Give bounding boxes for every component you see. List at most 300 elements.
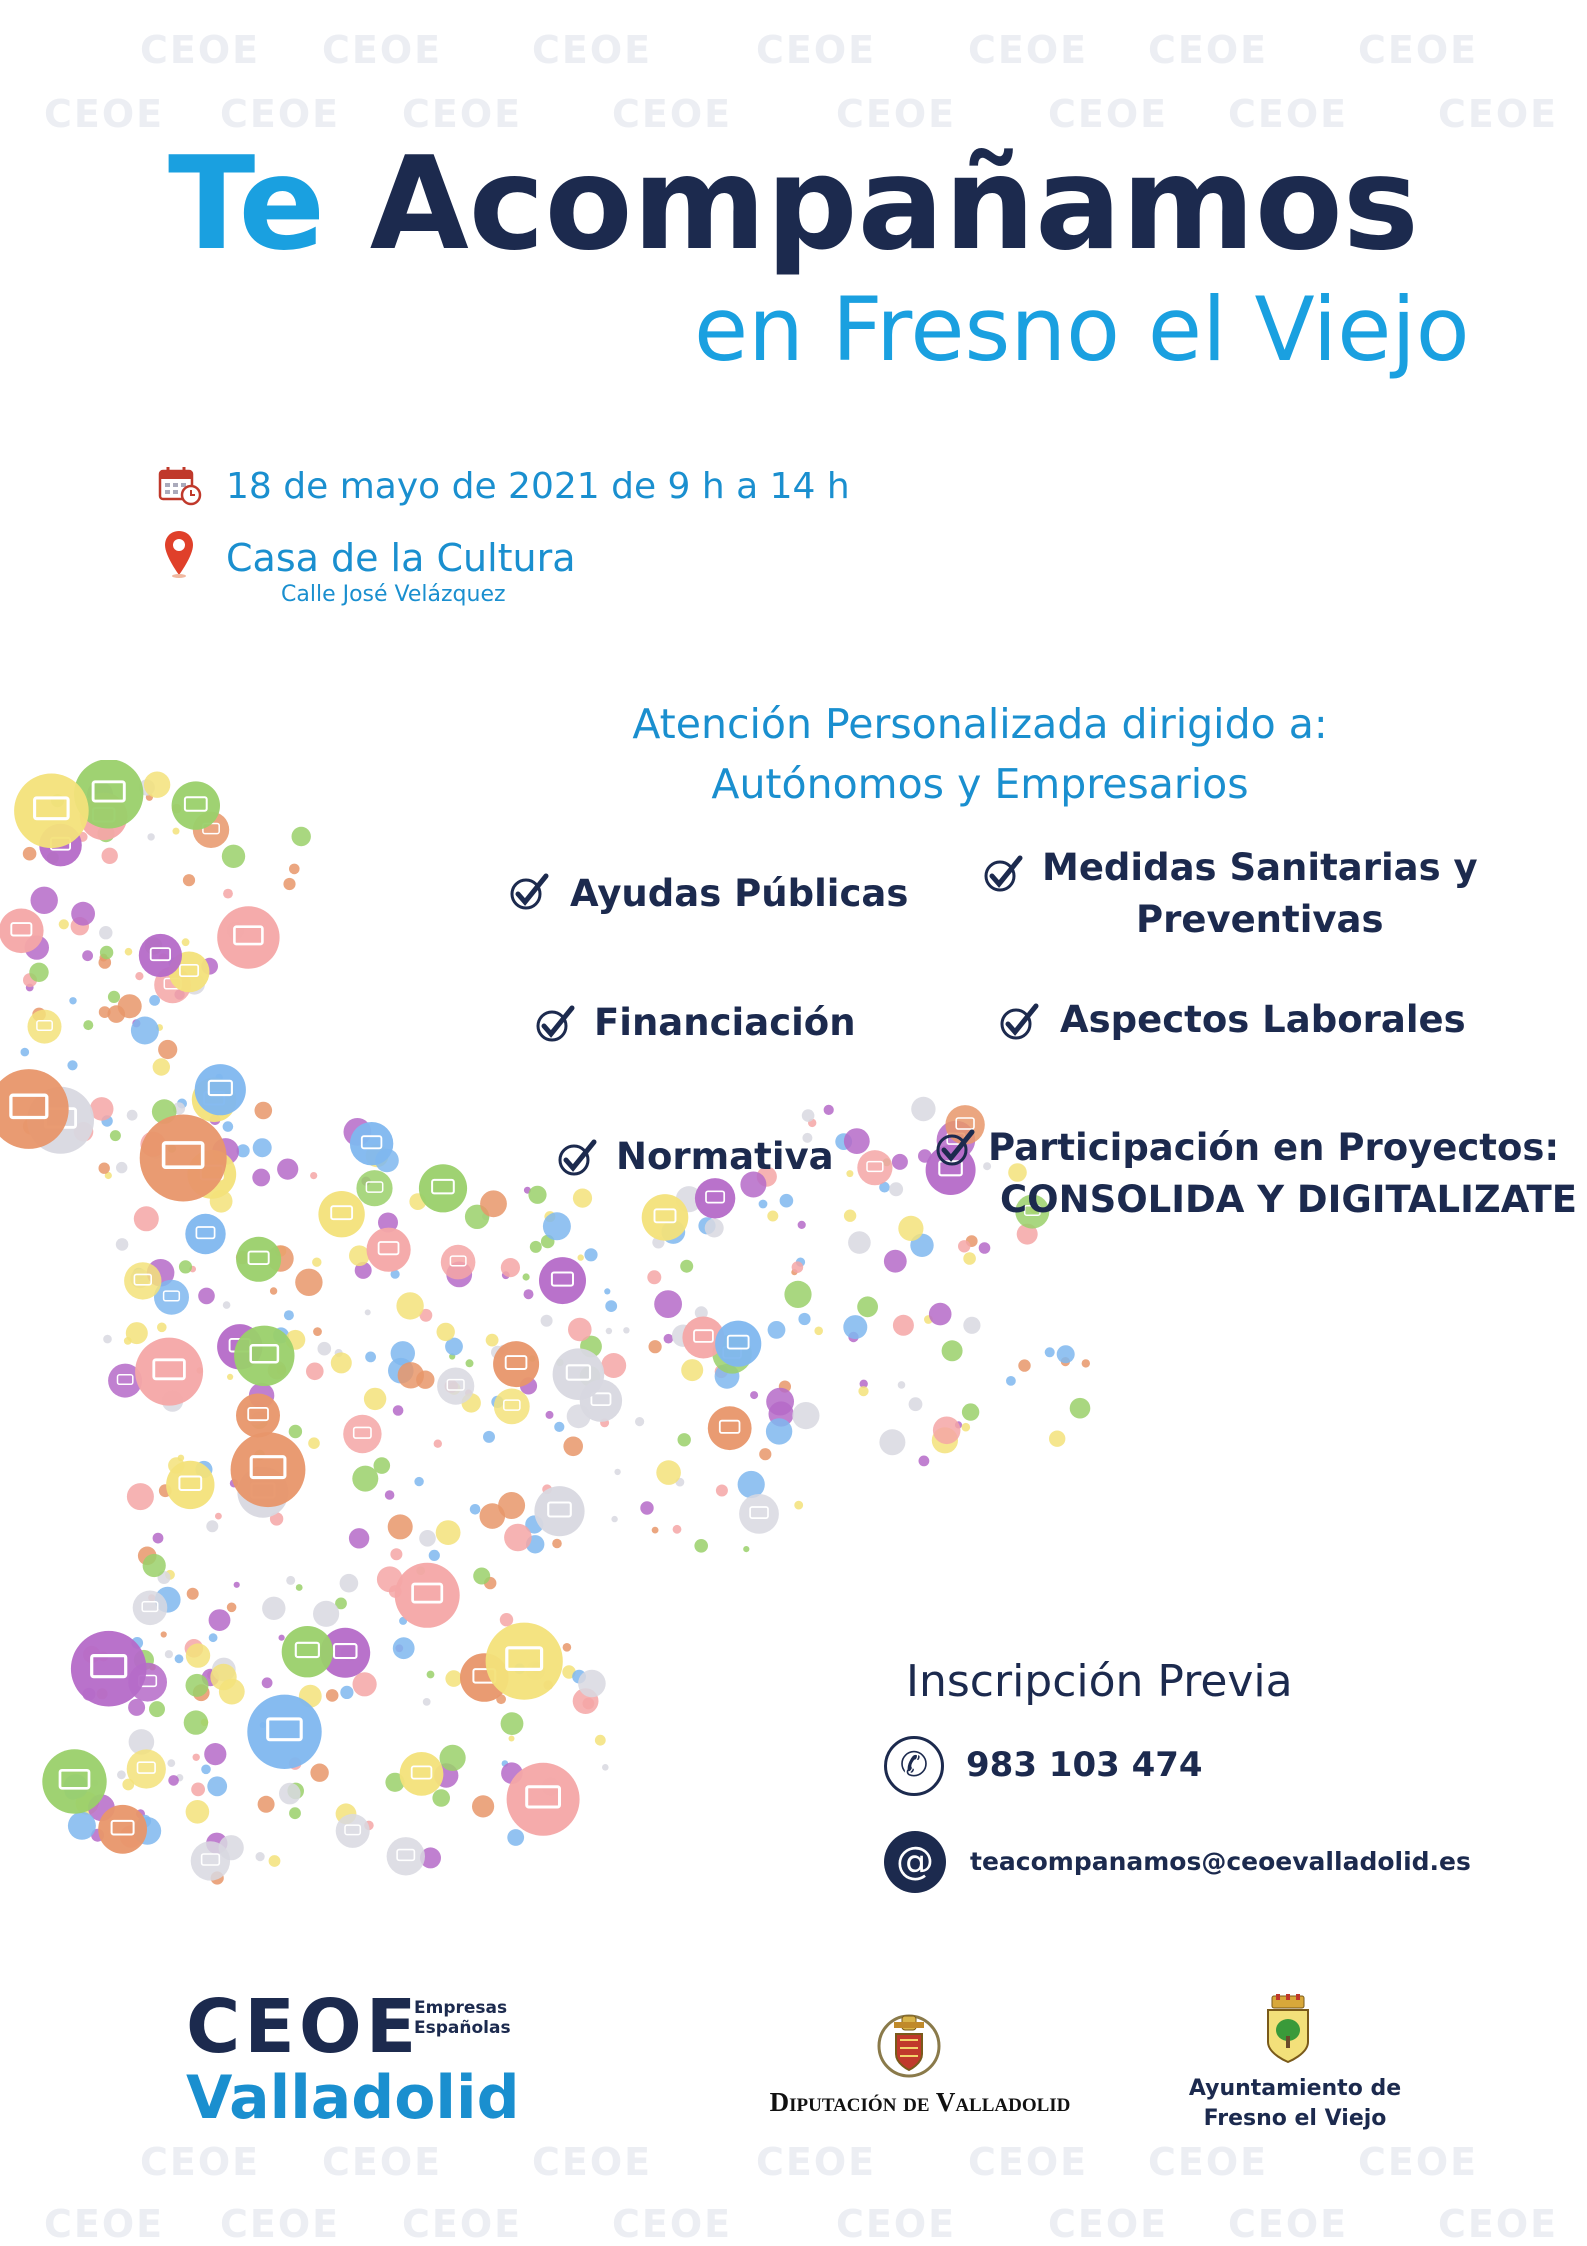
bubble-icon (857, 1296, 878, 1317)
bubble-icon (563, 1437, 583, 1457)
bubble-icon (103, 1335, 112, 1344)
bubble-icon (743, 1546, 749, 1552)
bubble-icon (350, 1122, 393, 1165)
service-consolida-digitalizate: CONSOLIDA Y DIGITALIZATE (1000, 1178, 1577, 1221)
bubble-icon (393, 1637, 415, 1659)
bubble-icon (466, 1359, 474, 1367)
bubble-icon (144, 772, 170, 798)
bubble-icon (110, 1130, 121, 1141)
bubble-icon (472, 1795, 494, 1817)
bubble-icon (445, 1670, 462, 1687)
bubble-icon (117, 1770, 126, 1779)
bubble-icon (108, 991, 120, 1003)
bubble-icon (606, 1328, 612, 1334)
bubble-icon (1057, 1345, 1075, 1363)
bubble-icon (231, 1432, 306, 1507)
bubble-icon (247, 1695, 321, 1769)
watermark-text: CEOE (44, 2202, 165, 2246)
bubble-icon (364, 1388, 386, 1410)
watermark-text: CEOE (1438, 2202, 1559, 2246)
bubble-icon (187, 1588, 199, 1600)
bubble-icon (204, 1743, 226, 1765)
bubble-icon (602, 1764, 609, 1771)
bubble-icon (326, 1689, 339, 1702)
bubble-icon (183, 874, 195, 886)
watermark-text: CEOE (612, 2202, 733, 2246)
check-icon (534, 1004, 578, 1044)
watermark-text: CEOE (140, 2140, 261, 2184)
bubble-icon (59, 919, 69, 929)
watermark-text: CEOE (1358, 2140, 1479, 2184)
watermark-text: CEOE (968, 2140, 1089, 2184)
bubble-icon (501, 1712, 524, 1735)
bubble-icon (436, 1520, 461, 1545)
bubble-icon (524, 1289, 534, 1299)
bubble-icon (68, 1812, 96, 1840)
bubble-icon (552, 1539, 562, 1549)
bubble-icon (102, 848, 118, 864)
bubble-icon (695, 1178, 735, 1218)
bubble-icon (173, 828, 180, 835)
watermark-text: CEOE (968, 28, 1089, 72)
bubble-icon (919, 1456, 930, 1467)
check-icon (508, 872, 552, 912)
bubble-icon (844, 1210, 856, 1222)
bubble-icon (843, 1315, 867, 1339)
audience-line-2: Autónomos y Empresarios (711, 760, 1249, 808)
calendar-clock-icon (158, 466, 202, 506)
bubble-icon (780, 1194, 794, 1208)
bubble-icon (258, 1796, 275, 1813)
bubble-icon (884, 1250, 907, 1273)
bubble-icon (28, 1010, 62, 1044)
bubble-icon (534, 1486, 584, 1536)
bubble-icon (578, 1670, 606, 1698)
watermark-text: CEOE (44, 92, 165, 136)
registration-title: Inscripción Previa (906, 1656, 1293, 1707)
bubble-icon (798, 1313, 810, 1325)
bubble-icon (161, 1631, 167, 1637)
bubble-icon (286, 1576, 295, 1585)
bubble-icon (283, 878, 295, 890)
bubble-icon (227, 1603, 237, 1613)
bubble-icon (365, 1309, 371, 1315)
bubble-icon (427, 1671, 435, 1679)
bubble-icon (504, 1524, 532, 1552)
bubble-icon (494, 1389, 530, 1425)
bubble-icon (289, 1807, 301, 1819)
bubble-icon (175, 1654, 184, 1663)
bubble-icon (14, 774, 89, 849)
bubble-icon (127, 1110, 138, 1121)
bubble-icon (223, 1121, 234, 1132)
bubble-icon (127, 1749, 166, 1788)
bubble-icon (349, 1528, 369, 1548)
bubble-icon (802, 1109, 815, 1122)
watermark-text: CEOE (1048, 2202, 1169, 2246)
bubble-icon (336, 1814, 370, 1848)
bubble-icon (715, 1321, 761, 1367)
diputacion-name: Diputación de Valladolid (769, 2087, 1071, 2117)
bubble-icon (236, 1394, 280, 1438)
bubble-icon (911, 1097, 935, 1121)
email-glyph: @ (896, 1839, 934, 1883)
bubble-icon (306, 1363, 324, 1381)
ayuntamiento-shield-icon (1264, 1994, 1312, 2064)
check-icon (982, 854, 1026, 894)
bubble-icon (623, 1327, 629, 1333)
bubble-icon (296, 1584, 303, 1591)
bubble-icon (393, 1405, 404, 1416)
bubble-icon (270, 1287, 277, 1294)
bubble-icon (750, 1391, 758, 1399)
bubble-icon (262, 1597, 285, 1620)
bubble-icon (236, 1237, 281, 1282)
bubble-icon (313, 1601, 339, 1627)
service-aspectos-laborales: Aspectos Laborales (1060, 998, 1466, 1041)
bubble-icon (929, 1303, 952, 1326)
bubble-icon (310, 1172, 317, 1179)
page-subtitle: en Fresno el Viejo (694, 278, 1470, 381)
bubble-icon (396, 1292, 423, 1319)
bubble-icon (215, 1513, 222, 1520)
bubble-icon (340, 1686, 353, 1699)
bubble-icon (184, 1710, 208, 1734)
service-normativa: Normativa (616, 1135, 834, 1178)
bubble-icon (42, 1749, 106, 1813)
bubble-icon (254, 1102, 272, 1120)
bubble-icon (277, 1159, 298, 1180)
bubble-icon (390, 1548, 402, 1560)
bubble-icon (21, 1048, 30, 1057)
bubble-icon (541, 1315, 553, 1327)
check-icon (556, 1138, 600, 1178)
bubble-icon (172, 781, 220, 829)
bubble-icon (253, 1138, 272, 1157)
bubble-icon (227, 1374, 233, 1380)
bubble-icon (635, 1417, 644, 1426)
service-medidas-sanitarias: Medidas Sanitarias y (1042, 846, 1478, 889)
bubble-icon (568, 1318, 592, 1342)
bubble-map-illustration (0, 760, 1120, 1930)
bubble-icon (654, 1290, 682, 1318)
phone-glyph: ✆ (899, 1745, 929, 1785)
bubble-icon (207, 1776, 227, 1796)
ceoe-city: Valladolid (186, 2063, 520, 2133)
bubble-icon (792, 1402, 819, 1429)
bubble-icon (191, 1783, 205, 1797)
bubble-icon (507, 1829, 524, 1846)
bubble-icon (553, 1348, 605, 1400)
watermark-text: CEOE (612, 92, 733, 136)
watermark-text: CEOE (322, 2140, 443, 2184)
bubble-icon (217, 906, 279, 968)
bubble-icon (942, 1340, 963, 1361)
watermark-text: CEOE (756, 2140, 877, 2184)
bubble-icon (543, 1212, 571, 1240)
bubble-icon (963, 1252, 976, 1265)
bubble-icon (209, 1609, 231, 1631)
bubble-icon (198, 1288, 215, 1305)
bubble-icon (135, 1338, 203, 1406)
bubble-icon (100, 946, 113, 959)
bubble-icon (133, 1591, 168, 1626)
bubble-icon (889, 1182, 903, 1196)
bubble-icon (473, 1568, 490, 1585)
ceoe-brand: CEOE (186, 1984, 421, 2070)
bubble-icon (292, 827, 311, 846)
bubble-icon (99, 926, 112, 939)
bubble-icon (31, 887, 58, 914)
bubble-icon (656, 1460, 681, 1485)
bubble-icon (767, 1211, 778, 1222)
watermark-text: CEOE (140, 28, 261, 72)
bubble-icon (584, 1248, 597, 1261)
event-date: 18 de mayo de 2021 de 9 h a 14 h (226, 466, 850, 507)
bubble-icon (252, 1169, 270, 1187)
service-financiacion: Financiación (594, 1001, 856, 1044)
bubble-icon (71, 1631, 147, 1707)
bubble-icon (848, 1231, 871, 1254)
watermark-text: CEOE (756, 28, 877, 72)
bubble-icon (29, 963, 48, 982)
bubble-icon (432, 1789, 450, 1807)
service-medidas-preventivas: Preventivas (1136, 898, 1384, 941)
bubble-icon (500, 1613, 513, 1626)
bubble-icon (206, 1520, 218, 1532)
bubble-icon (429, 1550, 440, 1561)
watermark-text: CEOE (1358, 28, 1479, 72)
bubble-icon (118, 994, 142, 1018)
bubble-icon (222, 845, 245, 868)
bubble-icon (234, 1326, 294, 1386)
bubble-icon (262, 1677, 273, 1688)
bubble-icon (126, 1322, 148, 1344)
bubble-icon (395, 1563, 460, 1628)
bubble-icon (798, 1221, 806, 1229)
bubble-icon (963, 1317, 980, 1334)
bubble-icon (573, 1189, 592, 1208)
bubble-icon (846, 1170, 853, 1177)
bubble-icon (400, 1752, 444, 1796)
bubble-icon (879, 1429, 905, 1455)
check-icon (998, 1002, 1042, 1042)
bubble-icon (483, 1431, 495, 1443)
bubble-icon (440, 1745, 466, 1771)
bubble-icon (168, 1775, 179, 1786)
bubble-icon (201, 1765, 211, 1775)
bubble-icon (652, 1527, 659, 1534)
bubble-icon (694, 1539, 708, 1553)
bubble-icon (486, 1334, 499, 1347)
bubble-icon (1049, 1431, 1065, 1447)
page-title (0, 130, 1587, 279)
bubble-icon (933, 1417, 961, 1445)
watermark-text: CEOE (220, 92, 341, 136)
bubble-icon (209, 1633, 218, 1642)
bubble-icon (349, 1245, 370, 1266)
bubble-icon (716, 1485, 728, 1497)
bubble-icon (909, 1397, 923, 1411)
phone-icon (884, 1736, 944, 1796)
bubble-icon (962, 1423, 971, 1432)
bubble-icon (437, 1323, 455, 1341)
bubble-icon (279, 1635, 285, 1641)
bubble-icon (539, 1257, 586, 1304)
watermark-text: CEOE (1438, 92, 1559, 136)
bubble-icon (195, 1064, 246, 1115)
bubble-icon (414, 1477, 423, 1486)
registration-phone[interactable]: 983 103 474 (966, 1745, 1203, 1785)
bubble-icon (844, 1128, 870, 1154)
bubble-icon (387, 1837, 425, 1875)
bubble-icon (486, 1623, 563, 1700)
bubble-icon (125, 948, 133, 956)
diputacion-crest-icon (874, 2006, 944, 2082)
bubble-icon (441, 1245, 476, 1280)
bubble-icon (149, 1701, 165, 1717)
bubble-icon (962, 1403, 979, 1420)
bubble-icon (256, 1852, 265, 1861)
bubble-icon (279, 1783, 301, 1805)
bubble-icon (284, 1310, 294, 1320)
bubble-icon (766, 1388, 794, 1416)
map-pin-icon (163, 529, 195, 579)
bubble-icon (139, 934, 182, 977)
bubble-icon (759, 1448, 771, 1460)
bubble-icon (678, 1433, 691, 1446)
bubble-icon (649, 1340, 662, 1353)
bubble-icon (419, 1164, 467, 1212)
ayuntamiento-name-1: Ayuntamiento de (1188, 2076, 1402, 2101)
bubble-icon (470, 1504, 481, 1515)
bubble-icon (681, 1359, 703, 1381)
bubble-icon (127, 1483, 154, 1510)
bubble-icon (680, 1260, 693, 1273)
bubble-icon (794, 1501, 803, 1510)
watermark-text: CEOE (1048, 92, 1169, 136)
bubble-icon (69, 997, 76, 1004)
bubble-icon (498, 1492, 525, 1519)
bubble-icon (186, 1674, 209, 1697)
watermark-text: CEOE (532, 28, 653, 72)
bubble-icon (0, 909, 44, 954)
bubble-icon (563, 1643, 572, 1652)
bubble-icon (614, 1469, 620, 1475)
bubble-icon (1045, 1347, 1055, 1357)
watermark-text: CEOE (1228, 2202, 1349, 2246)
bubble-icon (605, 1300, 617, 1312)
bubble-icon (814, 1327, 823, 1336)
bubble-icon (269, 1855, 281, 1867)
bubble-icon (528, 1186, 546, 1204)
bubble-icon (824, 1105, 834, 1115)
bubble-icon (308, 1437, 320, 1449)
bubble-icon (857, 1150, 892, 1185)
bubble-icon (313, 1327, 322, 1336)
bubble-icon (388, 1514, 413, 1539)
email-icon (884, 1831, 946, 1893)
bubble-icon (365, 1352, 376, 1363)
service-participacion-proyectos: Participación en Proyectos: (988, 1126, 1560, 1169)
bubble-icon (766, 1418, 792, 1444)
bubble-icon (437, 1368, 474, 1405)
bubble-icon (289, 1425, 302, 1438)
bubble-icon (738, 1471, 765, 1498)
bubble-icon (340, 1574, 359, 1593)
bubble-icon (1070, 1398, 1091, 1419)
bubble-icon (423, 1698, 431, 1706)
bubble-icon (604, 1288, 610, 1294)
bubble-icon (140, 1115, 227, 1202)
bubble-icon (578, 1254, 584, 1260)
bubble-icon (664, 1334, 674, 1344)
watermark-text: CEOE (836, 92, 957, 136)
service-ayudas-publicas: Ayudas Públicas (570, 872, 909, 915)
watermark-text: CEOE (836, 2202, 957, 2246)
bubble-icon (331, 1352, 352, 1373)
bubble-icon (98, 1805, 147, 1854)
event-place: Casa de la Cultura (226, 536, 576, 580)
bubble-icon (182, 938, 190, 946)
bubble-icon (23, 847, 37, 861)
bubble-icon (310, 1764, 328, 1782)
bubble-icon (353, 1672, 377, 1696)
bubble-icon (234, 1582, 240, 1588)
bubble-icon (149, 995, 160, 1006)
bubble-icon (99, 1163, 110, 1174)
bubble-icon (1006, 1376, 1016, 1386)
bubble-icon (82, 950, 93, 961)
bubble-icon (398, 1362, 424, 1388)
ceoe-subtitle-1: Empresas (414, 1998, 508, 2018)
bubble-icon (282, 1626, 333, 1677)
watermark-text: CEOE (1148, 28, 1269, 72)
watermark-text: CEOE (220, 2202, 341, 2246)
bubble-icon (210, 1664, 236, 1690)
bubble-icon (343, 1415, 381, 1453)
bubble-icon (186, 1643, 210, 1667)
bubble-icon (523, 1273, 530, 1280)
bubble-icon (143, 1554, 166, 1577)
bubble-icon (318, 1191, 364, 1237)
bubble-icon (147, 833, 154, 840)
bubble-icon (898, 1381, 906, 1389)
bubble-icon (367, 1228, 411, 1272)
bubble-icon (642, 1194, 689, 1241)
bubble-icon (792, 1261, 804, 1273)
bubble-icon (768, 1321, 786, 1339)
bubble-icon (116, 1238, 129, 1251)
watermark-text: CEOE (1228, 92, 1349, 136)
bubble-icon (223, 1301, 231, 1309)
bubble-icon (289, 864, 300, 875)
bubble-icon (186, 1800, 210, 1824)
watermark-text: CEOE (1148, 2140, 1269, 2184)
bubble-icon (708, 1406, 752, 1450)
check-icon (934, 1128, 978, 1168)
bubble-icon (546, 1411, 554, 1419)
bubble-icon (509, 1736, 515, 1742)
bubble-icon (507, 1763, 580, 1836)
bubble-icon (131, 1017, 159, 1045)
bubble-icon (158, 1040, 177, 1059)
bubble-icon (352, 1466, 378, 1492)
bubble-icon (530, 1241, 542, 1253)
bubble-icon (554, 1422, 564, 1432)
bubble-icon (480, 1190, 507, 1217)
registration-email[interactable]: teacompanamos@ceoevalladolid.es (970, 1847, 1471, 1876)
